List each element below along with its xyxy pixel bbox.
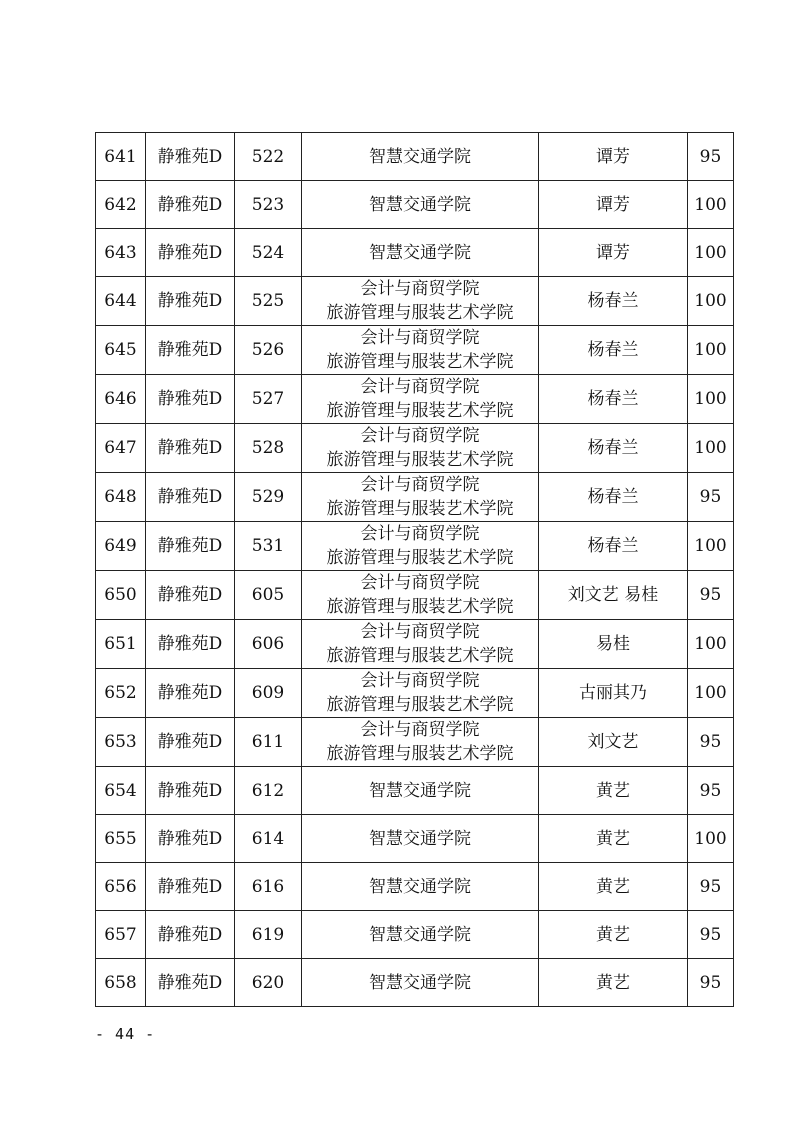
building-cell: 静雅苑D — [146, 277, 235, 326]
college-cell — [302, 718, 539, 767]
college-name: 会计与商贸学院 — [360, 622, 480, 642]
table-row — [96, 669, 734, 718]
score-cell: 95 — [688, 959, 734, 1007]
score-cell: 100 — [688, 522, 734, 571]
room-cell: 528 — [235, 424, 302, 473]
college-name: 智慧交通学院 — [369, 242, 471, 263]
table-row — [96, 863, 734, 911]
table-row — [96, 229, 734, 277]
score-cell: 100 — [688, 181, 734, 229]
table-row — [96, 620, 734, 669]
college-name: 旅游管理与服装艺术学院 — [326, 352, 514, 372]
row-number-cell: 647 — [96, 424, 146, 473]
college-cell — [302, 229, 539, 277]
teacher-cell: 刘文艺 易桂 — [539, 571, 688, 620]
teacher-cell: 易桂 — [539, 620, 688, 669]
row-number-cell: 649 — [96, 522, 146, 571]
row-number-cell: 644 — [96, 277, 146, 326]
table-row — [96, 181, 734, 229]
teacher-cell: 黄艺 — [539, 767, 688, 815]
score-cell: 100 — [688, 375, 734, 424]
college-cell — [302, 815, 539, 863]
college-name: 智慧交通学院 — [369, 876, 471, 897]
college-name: 会计与商贸学院 — [360, 377, 480, 397]
teacher-cell: 古丽其乃 — [539, 669, 688, 718]
college-name: 旅游管理与服装艺术学院 — [326, 744, 514, 764]
building-cell: 静雅苑D — [146, 424, 235, 473]
table-row — [96, 375, 734, 424]
room-cell: 527 — [235, 375, 302, 424]
table-row — [96, 424, 734, 473]
table-row — [96, 326, 734, 375]
college-name: 智慧交通学院 — [369, 924, 471, 945]
college-name: 旅游管理与服装艺术学院 — [326, 499, 514, 519]
row-number-cell: 651 — [96, 620, 146, 669]
building-cell: 静雅苑D — [146, 473, 235, 522]
table-row — [96, 277, 734, 326]
row-number-cell: 642 — [96, 181, 146, 229]
score-cell: 95 — [688, 911, 734, 959]
score-cell: 95 — [688, 133, 734, 181]
building-cell: 静雅苑D — [146, 767, 235, 815]
row-number-cell: 648 — [96, 473, 146, 522]
teacher-cell: 黄艺 — [539, 959, 688, 1007]
teacher-cell: 杨春兰 — [539, 424, 688, 473]
college-name: 智慧交通学院 — [369, 780, 471, 801]
college-cell — [302, 522, 539, 571]
score-cell: 100 — [688, 326, 734, 375]
score-cell: 100 — [688, 669, 734, 718]
college-name: 智慧交通学院 — [369, 146, 471, 167]
college-name: 会计与商贸学院 — [360, 720, 480, 740]
score-cell: 95 — [688, 571, 734, 620]
row-number-cell: 654 — [96, 767, 146, 815]
college-name: 会计与商贸学院 — [360, 426, 480, 446]
college-name: 会计与商贸学院 — [360, 671, 480, 691]
college-cell — [302, 959, 539, 1007]
table-row — [96, 718, 734, 767]
college-cell — [302, 767, 539, 815]
teacher-cell: 黄艺 — [539, 815, 688, 863]
college-cell — [302, 133, 539, 181]
table-row — [96, 522, 734, 571]
row-number-cell: 652 — [96, 669, 146, 718]
score-cell: 100 — [688, 277, 734, 326]
table-row — [96, 767, 734, 815]
teacher-cell: 谭芳 — [539, 181, 688, 229]
college-name: 会计与商贸学院 — [360, 475, 480, 495]
table-row — [96, 911, 734, 959]
teacher-cell: 杨春兰 — [539, 326, 688, 375]
college-name: 旅游管理与服装艺术学院 — [326, 646, 514, 666]
score-cell: 95 — [688, 473, 734, 522]
college-name: 旅游管理与服装艺术学院 — [326, 695, 514, 715]
row-number-cell: 645 — [96, 326, 146, 375]
score-cell: 100 — [688, 815, 734, 863]
row-number-cell: 658 — [96, 959, 146, 1007]
row-number-cell: 653 — [96, 718, 146, 767]
college-cell — [302, 277, 539, 326]
building-cell: 静雅苑D — [146, 815, 235, 863]
score-cell: 100 — [688, 229, 734, 277]
room-cell: 611 — [235, 718, 302, 767]
room-cell: 526 — [235, 326, 302, 375]
building-cell: 静雅苑D — [146, 133, 235, 181]
building-cell: 静雅苑D — [146, 911, 235, 959]
building-cell: 静雅苑D — [146, 571, 235, 620]
building-cell: 静雅苑D — [146, 863, 235, 911]
teacher-cell: 杨春兰 — [539, 522, 688, 571]
building-cell: 静雅苑D — [146, 959, 235, 1007]
score-cell: 95 — [688, 718, 734, 767]
room-cell: 606 — [235, 620, 302, 669]
row-number-cell: 655 — [96, 815, 146, 863]
college-cell — [302, 669, 539, 718]
college-cell — [302, 473, 539, 522]
college-cell — [302, 863, 539, 911]
room-cell: 619 — [235, 911, 302, 959]
row-number-cell: 646 — [96, 375, 146, 424]
row-number-cell: 656 — [96, 863, 146, 911]
table-body — [96, 133, 734, 1007]
building-cell: 静雅苑D — [146, 669, 235, 718]
college-name: 旅游管理与服装艺术学院 — [326, 303, 514, 323]
college-cell — [302, 571, 539, 620]
college-name: 旅游管理与服装艺术学院 — [326, 548, 514, 568]
room-cell: 525 — [235, 277, 302, 326]
college-name: 会计与商贸学院 — [360, 573, 480, 593]
college-name: 旅游管理与服装艺术学院 — [326, 597, 514, 617]
room-cell: 522 — [235, 133, 302, 181]
college-cell — [302, 911, 539, 959]
room-cell: 609 — [235, 669, 302, 718]
row-number-cell: 657 — [96, 911, 146, 959]
teacher-cell: 谭芳 — [539, 229, 688, 277]
score-cell: 95 — [688, 767, 734, 815]
score-cell: 100 — [688, 620, 734, 669]
college-name: 旅游管理与服装艺术学院 — [326, 401, 514, 421]
teacher-cell: 黄艺 — [539, 911, 688, 959]
building-cell: 静雅苑D — [146, 620, 235, 669]
college-cell — [302, 424, 539, 473]
teacher-cell: 杨春兰 — [539, 473, 688, 522]
room-cell: 612 — [235, 767, 302, 815]
building-cell: 静雅苑D — [146, 375, 235, 424]
building-cell: 静雅苑D — [146, 522, 235, 571]
row-number-cell: 641 — [96, 133, 146, 181]
college-name: 智慧交通学院 — [369, 828, 471, 849]
room-cell: 614 — [235, 815, 302, 863]
table-row — [96, 571, 734, 620]
teacher-cell: 刘文艺 — [539, 718, 688, 767]
table-row — [96, 815, 734, 863]
college-cell — [302, 375, 539, 424]
teacher-cell: 杨春兰 — [539, 375, 688, 424]
college-name: 会计与商贸学院 — [360, 524, 480, 544]
room-cell: 620 — [235, 959, 302, 1007]
building-cell: 静雅苑D — [146, 229, 235, 277]
college-name: 会计与商贸学院 — [360, 328, 480, 348]
teacher-cell: 黄艺 — [539, 863, 688, 911]
room-cell: 531 — [235, 522, 302, 571]
table-row — [96, 473, 734, 522]
college-name: 智慧交通学院 — [369, 972, 471, 993]
room-cell: 524 — [235, 229, 302, 277]
college-cell — [302, 326, 539, 375]
room-cell: 616 — [235, 863, 302, 911]
table-row — [96, 959, 734, 1007]
teacher-cell: 谭芳 — [539, 133, 688, 181]
row-number-cell: 643 — [96, 229, 146, 277]
room-cell: 529 — [235, 473, 302, 522]
building-cell: 静雅苑D — [146, 181, 235, 229]
college-name: 会计与商贸学院 — [360, 279, 480, 299]
teacher-cell: 杨春兰 — [539, 277, 688, 326]
room-cell: 523 — [235, 181, 302, 229]
building-cell: 静雅苑D — [146, 718, 235, 767]
room-cell: 605 — [235, 571, 302, 620]
row-number-cell: 650 — [96, 571, 146, 620]
college-cell — [302, 620, 539, 669]
score-cell: 100 — [688, 424, 734, 473]
table-row — [96, 133, 734, 181]
college-name: 智慧交通学院 — [369, 194, 471, 215]
college-cell — [302, 181, 539, 229]
page-number: - 44 - — [95, 1025, 156, 1043]
dormitory-score-table — [95, 132, 734, 1007]
college-name: 旅游管理与服装艺术学院 — [326, 450, 514, 470]
building-cell: 静雅苑D — [146, 326, 235, 375]
score-cell: 95 — [688, 863, 734, 911]
